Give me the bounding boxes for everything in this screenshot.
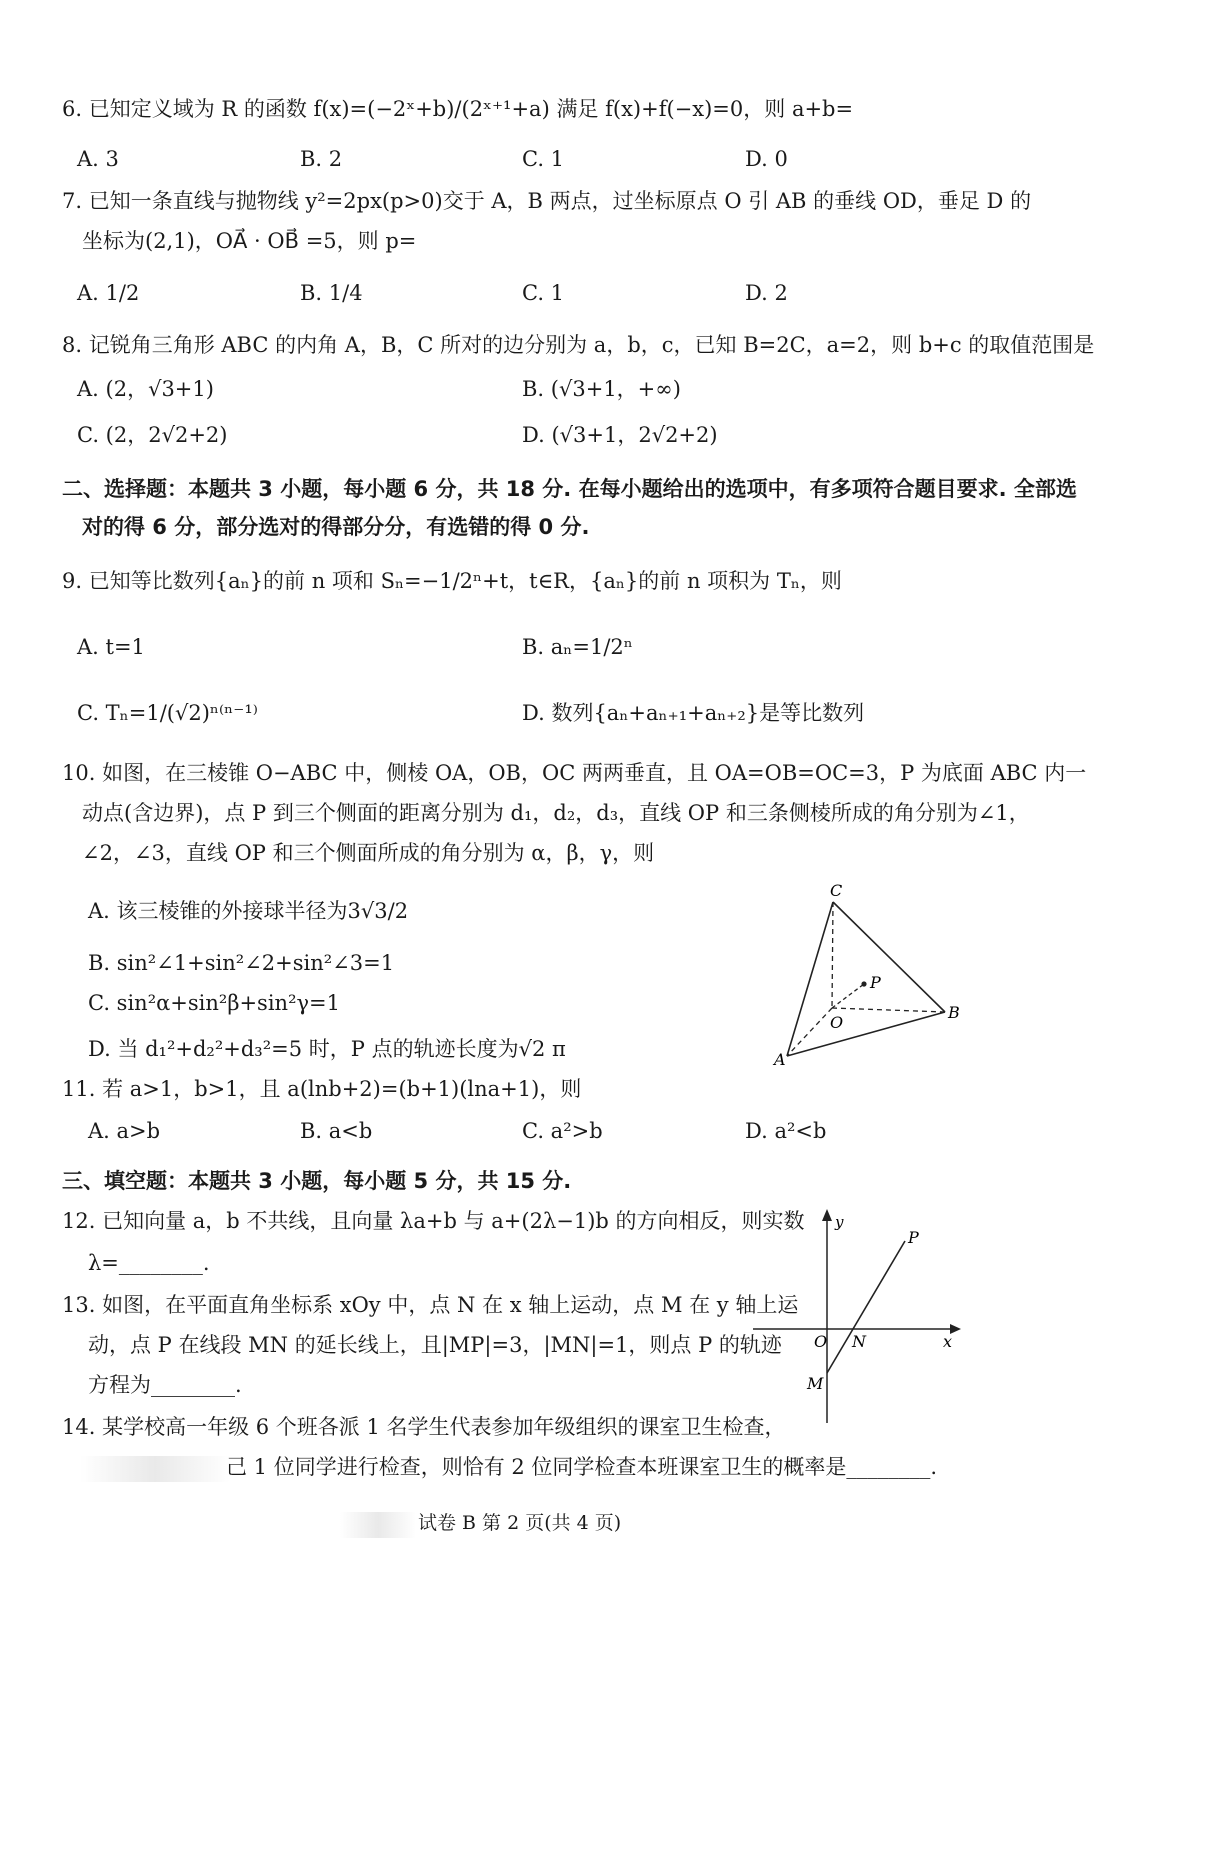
q10-option-a: A. 该三棱锥的外接球半径为3√3/2 xyxy=(88,899,409,923)
label-x: x xyxy=(943,1332,953,1351)
q11-option-d: D. a²<b xyxy=(745,1119,827,1143)
label-o: O xyxy=(830,1013,844,1032)
label-y: y xyxy=(835,1213,844,1231)
label-p: P xyxy=(870,973,881,992)
q10-option-b: B. sin²∠1+sin²∠2+sin²∠3=1 xyxy=(88,951,395,975)
label-n: N xyxy=(852,1332,866,1351)
q6-option-d: D. 0 xyxy=(745,147,788,171)
label-c: C xyxy=(830,881,843,900)
blurred-footer-region xyxy=(340,1512,416,1538)
q11-option-c: C. a²>b xyxy=(522,1119,603,1143)
q10-option-c: C. sin²α+sin²β+sin²γ=1 xyxy=(88,991,340,1015)
question-10-line1: 10. 如图，在三棱锥 O−ABC 中，侧棱 OA，OB，OC 两两垂直，且 OA=OB=OC=3，P 为底面 ABC 内一 xyxy=(62,761,1087,785)
q8-option-a: A. (2，√3+1) xyxy=(77,377,214,401)
q11-option-b: B. a<b xyxy=(300,1119,373,1143)
q7-option-c: C. 1 xyxy=(522,281,565,305)
q11-option-a: A. a>b xyxy=(88,1119,161,1143)
q7-option-b: B. 1/4 xyxy=(300,281,363,305)
question-12-line1: 12. 已知向量 a，b 不共线，且向量 λa+b 与 a+(2λ−1)b 的方向相反，则实数 xyxy=(62,1209,805,1233)
label-m: M xyxy=(807,1374,824,1393)
label-b: B xyxy=(948,1003,960,1022)
question-7-line2: 坐标为(2,1)，OA⃗ · OB⃗ =5，则 p= xyxy=(82,229,417,253)
section-3-heading: 三、填空题：本题共 3 小题，每小题 5 分，共 15 分. xyxy=(62,1169,572,1193)
question-6: 6. 已知定义域为 R 的函数 f(x)=(−2ˣ+b)/(2ˣ⁺¹+a) 满足 f(x)+f(−x)=0，则 a+b= xyxy=(62,97,854,121)
question-7-line1: 7. 已知一条直线与抛物线 y²=2px(p>0)交于 A，B 两点，过坐标原点 O 引 AB 的垂线 OD，垂足 D 的 xyxy=(62,189,1032,213)
label-o2: O xyxy=(814,1332,828,1351)
q8-option-d: D. (√3+1，2√2+2) xyxy=(522,423,718,447)
q8-option-c: C. (2，2√2+2) xyxy=(77,423,228,447)
question-13-line3: 方程为________. xyxy=(88,1373,242,1397)
question-11: 11. 若 a>1，b>1，且 a(lnb+2)=(b+1)(lna+1)，则 xyxy=(62,1077,582,1101)
question-10-line3: ∠2，∠3，直线 OP 和三个侧面所成的角分别为 α，β，γ，则 xyxy=(82,841,655,865)
question-8: 8. 记锐角三角形 ABC 的内角 A，B，C 所对的边分别为 a，b，c，已知 B=2C，a=2，则 b+c 的取值范围是 xyxy=(62,333,1095,357)
question-14-line1: 14. 某学校高一年级 6 个班各派 1 名学生代表参加年级组织的课室卫生检查， xyxy=(62,1415,786,1439)
question-14-line2: 己 1 位同学进行检查，则恰有 2 位同学检查本班课室卫生的概率是________. xyxy=(226,1455,938,1479)
q6-option-b: B. 2 xyxy=(300,147,343,171)
page-footer: 试卷 B 第 2 页(共 4 页) xyxy=(418,1512,622,1534)
q9-option-d: D. 数列{aₙ+aₙ₊₁+aₙ₊₂}是等比数列 xyxy=(522,701,865,725)
question-10-line2: 动点(含边界)，点 P 到三个侧面的距离分别为 d₁，d₂，d₃，直线 OP 和三条侧棱所成的角分别为∠1， xyxy=(82,801,1030,825)
q9-option-c: C. Tₙ=1/(√2)ⁿ⁽ⁿ⁻¹⁾ xyxy=(77,701,258,725)
q9-option-a: A. t=1 xyxy=(77,635,145,659)
label-a: A xyxy=(774,1050,786,1069)
q7-option-d: D. 2 xyxy=(745,281,788,305)
q9-option-b: B. aₙ=1/2ⁿ xyxy=(522,635,633,659)
q10-option-d: D. 当 d₁²+d₂²+d₃²=5 时，P 点的轨迹长度为√2 π xyxy=(88,1037,566,1061)
blurred-region xyxy=(80,1456,230,1482)
label-p2: P xyxy=(908,1228,919,1247)
q7-option-a: A. 1/2 xyxy=(77,281,140,305)
q8-option-b: B. (√3+1，+∞) xyxy=(522,377,681,401)
tetrahedron-figure xyxy=(760,870,970,1070)
question-9: 9. 已知等比数列{aₙ}的前 n 项和 Sₙ=−1/2ⁿ+t，t∈R，{aₙ}的前 n 项积为 Tₙ，则 xyxy=(62,569,842,593)
question-13-line2: 动，点 P 在线段 MN 的延长线上，且|MP|=3，|MN|=1，则点 P 的轨迹 xyxy=(88,1333,782,1357)
q6-option-c: C. 1 xyxy=(522,147,565,171)
section-2-heading-line1: 二、选择题：本题共 3 小题，每小题 6 分，共 18 分. 在每小题给出的选项中，有多项符合题目要求. 全部选 xyxy=(62,477,1077,501)
section-2-heading-line2: 对的得 6 分，部分选对的得部分分，有选错的得 0 分. xyxy=(82,515,590,539)
question-13-line1: 13. 如图，在平面直角坐标系 xOy 中，点 N 在 x 轴上运动，点 M 在 y 轴上运 xyxy=(62,1293,799,1317)
coordinate-figure xyxy=(745,1205,970,1430)
q6-option-a: A. 3 xyxy=(77,147,119,171)
question-12-line2: λ=________. xyxy=(88,1251,210,1275)
